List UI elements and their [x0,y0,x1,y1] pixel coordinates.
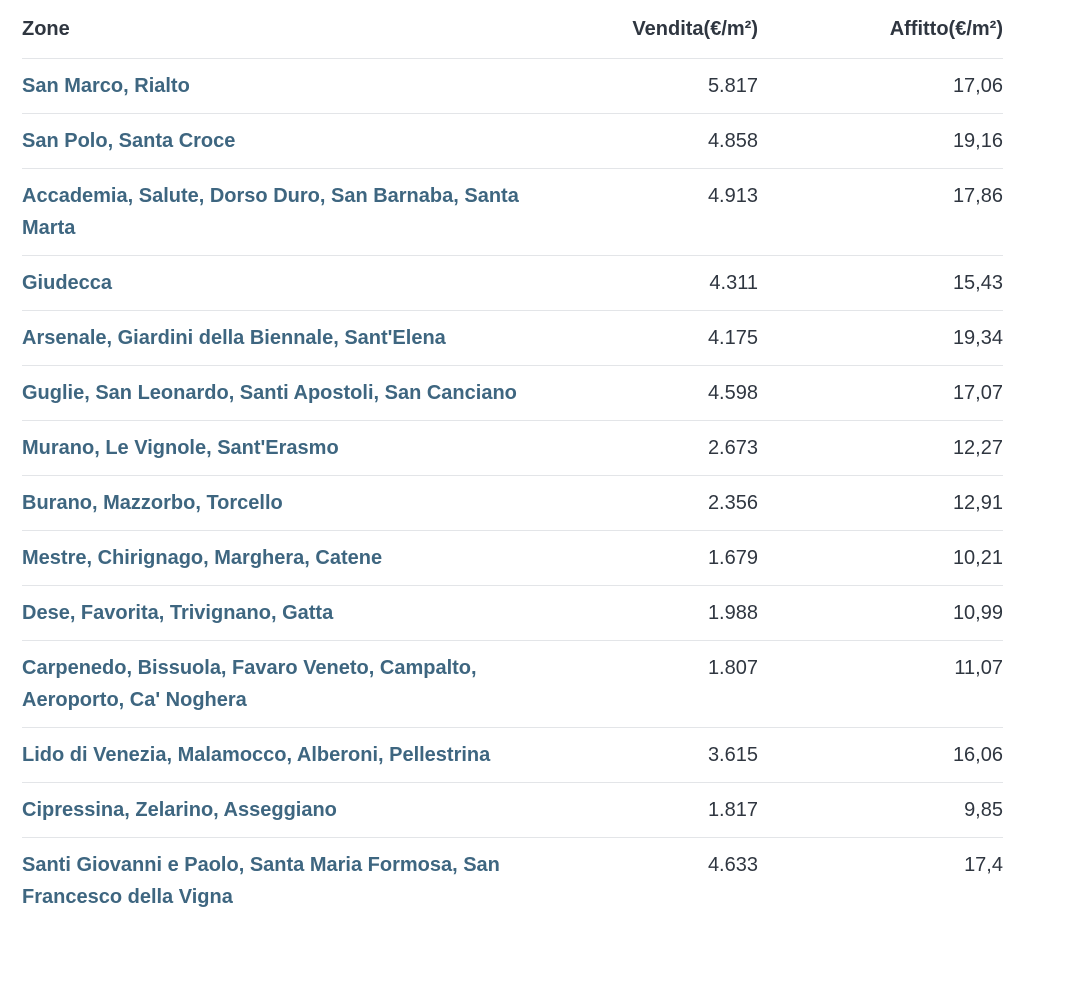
sale-price-cell: 4.858 [522,114,758,169]
column-header-rent: Affitto(€/m²) [758,0,1003,59]
zone-link[interactable]: Accademia, Salute, Dorso Duro, San Barnaba, Santa Marta [22,185,519,239]
table-row [22,783,1003,838]
zone-link[interactable]: Santi Giovanni e Paolo, Santa Maria Formosa, San Francesco della Vigna [22,854,500,908]
sale-price-cell: 1.988 [522,586,758,641]
rent-price-cell: 19,34 [758,311,1003,366]
sale-price-cell: 1.817 [522,783,758,838]
rent-price-cell: 12,27 [758,421,1003,476]
rent-price-cell: 17,86 [758,169,1003,256]
rent-price-cell: 10,21 [758,531,1003,586]
table-row [22,114,1003,169]
zone-link[interactable]: Giudecca [22,272,113,294]
zone-link[interactable]: San Polo, Santa Croce [22,130,236,152]
sale-price-cell: 3.615 [522,728,758,783]
zone-link[interactable]: Cipressina, Zelarino, Asseggiano [22,799,337,821]
table-row [22,531,1003,586]
table-row [22,586,1003,641]
table-body [22,59,1003,925]
sale-price-cell: 4.311 [522,256,758,311]
table-header [22,0,1003,59]
price-table [22,0,1003,924]
sale-price-cell: 4.913 [522,169,758,256]
sale-price-cell: 1.807 [522,641,758,728]
table-row [22,838,1003,925]
sale-price-cell: 4.633 [707,854,758,876]
rent-price-cell: 17,4 [964,854,1003,876]
table-row [22,366,1003,421]
sale-price-cell: 5.817 [522,59,758,114]
table-row [22,256,1003,311]
sale-price-cell: 2.673 [522,421,758,476]
table-row [22,311,1003,366]
rent-price-cell: 12,91 [758,476,1003,531]
price-table-container [22,0,1003,924]
zone-link[interactable]: Arsenale, Giardini della Biennale, Sant'Elena [22,327,446,349]
zone-link[interactable]: Dese, Favorita, Trivignano, Gatta [22,602,334,624]
table-row [22,641,1003,728]
table-row [22,169,1003,256]
table-row [22,476,1003,531]
rent-price-cell: 16,06 [758,728,1003,783]
table-row [22,421,1003,476]
sale-price-cell: 2.356 [522,476,758,531]
column-header-zone: Zone [22,0,522,59]
table-row [22,728,1003,783]
sale-price-cell: 1.679 [522,531,758,586]
sale-price-cell: 4.598 [522,366,758,421]
rent-price-cell: 11,07 [758,641,1003,728]
rent-price-cell: 17,06 [758,59,1003,114]
zone-link[interactable]: Mestre, Chirignago, Marghera, Catene [22,547,383,569]
zone-link[interactable]: San Marco, Rialto [22,75,190,97]
zone-link[interactable]: Guglie, San Leonardo, Santi Apostoli, San Canciano [22,382,517,404]
rent-price-cell: 10,99 [758,586,1003,641]
sale-price-cell: 4.175 [522,311,758,366]
zone-link[interactable]: Burano, Mazzorbo, Torcello [22,492,283,514]
header-row [22,0,1003,59]
rent-price-cell: 17,07 [758,366,1003,421]
zone-link[interactable]: Carpenedo, Bissuola, Favaro Veneto, Campalto, Aeroporto, Ca' Noghera [22,657,477,711]
column-header-sale: Vendita(€/m²) [522,0,758,59]
zone-link[interactable]: Lido di Venezia, Malamocco, Alberoni, Pellestrina [22,744,491,766]
rent-price-cell: 9,85 [758,783,1003,838]
rent-price-cell: 19,16 [758,114,1003,169]
rent-price-cell: 15,43 [758,256,1003,311]
zone-link[interactable]: Murano, Le Vignole, Sant'Erasmo [22,437,339,459]
table-row [22,59,1003,114]
